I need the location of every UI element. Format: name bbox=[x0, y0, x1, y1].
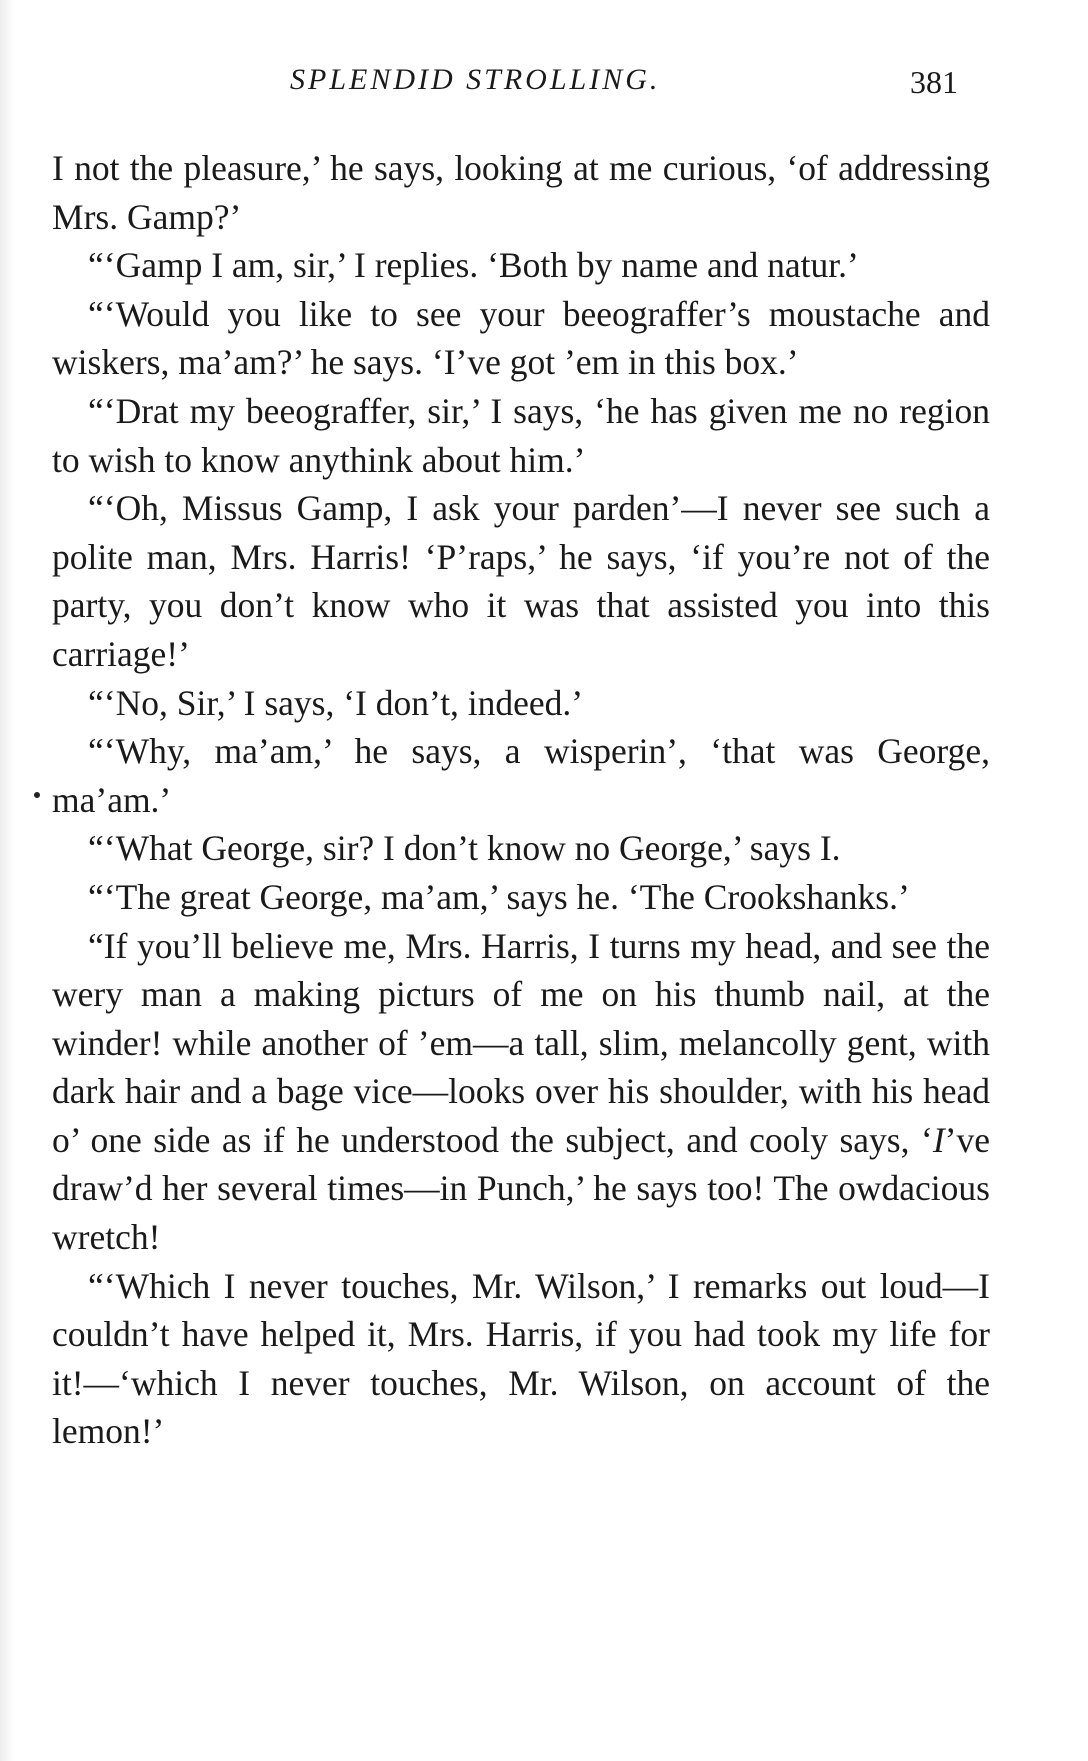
paragraph: “‘No, Sir,’ I says, ‘I don’t, indeed.’ bbox=[88, 682, 584, 723]
paragraph-text: “If you’ll believe me, Mrs. Harris, I turns my head, and see the wery man a making picturs of me on his thumb nail, at the winder! while another of ’em—a tall, slim, melancolly gent, with dark hair and a bage vice—looks over his shoulder, with his head o’ one side as if he understood the subject, and cooly says, ‘ bbox=[52, 925, 990, 1160]
body-text bbox=[52, 144, 990, 1456]
paragraph: “‘What George, sir? I don’t know no George,’ says I. bbox=[88, 828, 841, 869]
paragraph: “‘The great George, ma’am,’ says he. ‘The Crookshanks.’ bbox=[88, 876, 910, 917]
paragraph-text: ’ve draw’d her several times—in Punch,’ he says too! The owdacious wretch! bbox=[52, 1119, 990, 1258]
stray-ink-dot bbox=[34, 792, 40, 798]
paragraph: “‘Oh, Missus Gamp, I ask your parden’—I never see such a polite man, Mrs. Harris! ‘P’raps,’ he says, ‘if you’re not of the party, you don’t know who it was that assisted you into this carriage!’ bbox=[52, 488, 990, 674]
paragraph: “‘Would you like to see your beeograffer’s moustache and wiskers, ma’am?’ he says. ‘I’ve got ’em in this box.’ bbox=[52, 293, 990, 383]
paragraph: I not the pleasure,’ he says, looking at me curious, ‘of addressing Mrs. Gamp?’ bbox=[52, 148, 990, 237]
running-head bbox=[0, 60, 1088, 110]
paragraph: “‘Which I never touches, Mr. Wilson,’ I remarks out loud—I couldn’t have helped it, Mrs. Harris, if you had took my life for it!—‘which I never touches, Mr. Wilson, on account of the lemon!’ bbox=[52, 1265, 990, 1452]
paragraph bbox=[52, 922, 990, 1262]
italic-emphasis: I bbox=[932, 1119, 945, 1160]
running-title: SPLENDID STROLLING. bbox=[290, 63, 661, 96]
paragraph: “‘Gamp I am, sir,’ I replies. ‘Both by name and natur.’ bbox=[88, 245, 859, 286]
paragraph: “‘Why, ma’am,’ he says, a wisperin’, ‘that was George, ma’am.’ bbox=[52, 731, 990, 820]
page-edge-shadow bbox=[0, 0, 14, 1761]
page-number: 381 bbox=[910, 64, 958, 100]
paragraph: “‘Drat my beeograffer, sir,’ I says, ‘he has given me no region to wish to know anythink about him.’ bbox=[52, 390, 990, 480]
